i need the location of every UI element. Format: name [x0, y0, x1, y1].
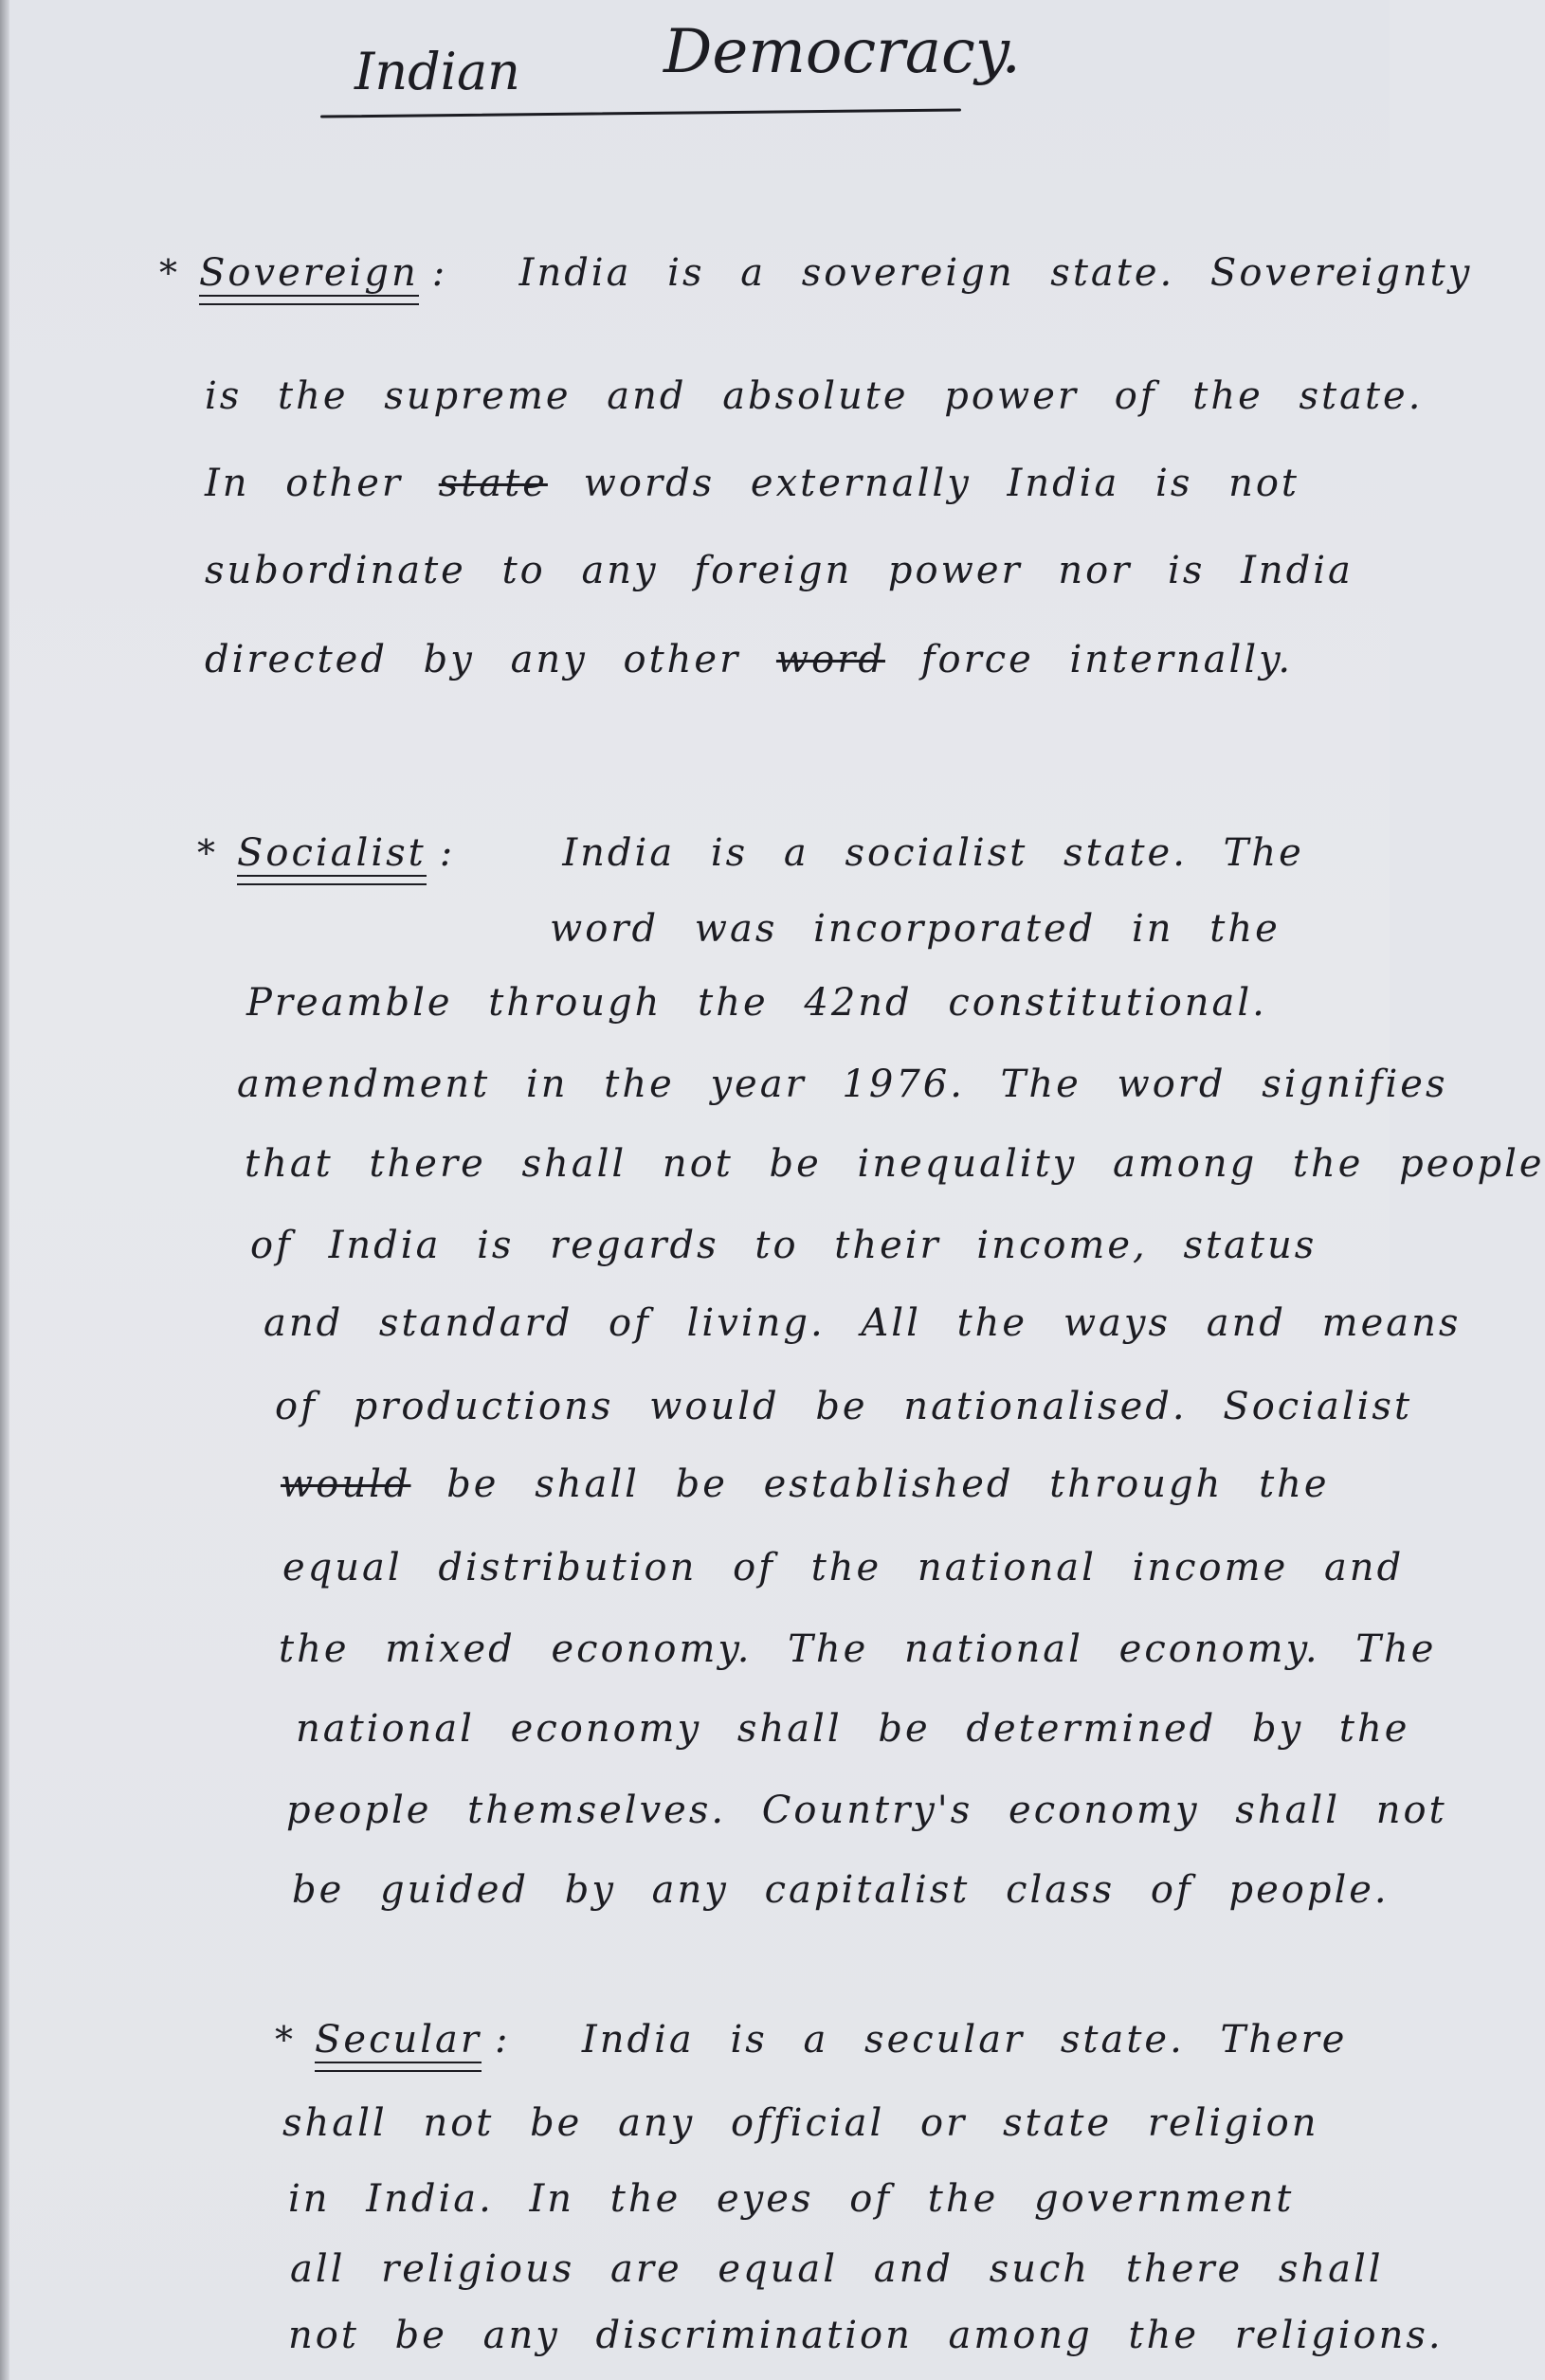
- section-sovereign-line-4: subordinate to any foreign power nor is India: [205, 549, 1354, 592]
- section-socialist-line-10: equal distribution of the national income and: [282, 1546, 1405, 1590]
- section-socialist-line-6: of India is regards to their income, status: [250, 1224, 1318, 1267]
- section-secular-line-1: * Secular : India is a secular state. There: [275, 2018, 1348, 2062]
- heading-separator: :: [431, 251, 448, 295]
- section-socialist-line-12: national economy shall be determined by the: [296, 1707, 1410, 1751]
- section-socialist-line-13: people themselves. Country's economy shall not: [286, 1789, 1447, 1832]
- title-word-democracy: Democracy.: [663, 17, 1021, 87]
- section-socialist-line-1: * Socialist : India is a socialist state. The: [197, 831, 1304, 875]
- section-sovereign-heading: Sovereign: [199, 251, 419, 295]
- section-secular-line-4: all religious are equal and such there shall: [290, 2247, 1384, 2291]
- struck-word: word: [775, 638, 885, 681]
- title-underline: [320, 108, 961, 118]
- heading-separator: :: [495, 2018, 511, 2062]
- struck-word: would: [281, 1463, 411, 1506]
- section-socialist-line-11: the mixed economy. The national economy. The: [279, 1627, 1437, 1671]
- heading-separator: :: [439, 831, 456, 875]
- section-socialist-line-2: word was incorporated in the: [550, 907, 1281, 951]
- title-word-indian: Indian: [354, 42, 520, 101]
- section-socialist-line-14: be guided by any capitalist class of people.: [292, 1868, 1390, 1912]
- page-edge-shadow: [0, 0, 9, 2380]
- section-socialist-line-8: of productions would be nationalised. Socialist: [275, 1385, 1413, 1428]
- section-socialist-line-7: and standard of living. All the ways and means: [264, 1301, 1462, 1345]
- section-secular-line-5: not be any discrimination among the religions.: [288, 2314, 1444, 2357]
- section-sovereign-line-2: is the supreme and absolute power of the state.: [205, 374, 1424, 418]
- section-socialist-line-3: Preamble through the 42nd constitutional.: [246, 981, 1267, 1025]
- section-sovereign-line-3: In other state words externally India is not: [205, 462, 1300, 505]
- section-secular-line-3: in India. In the eyes of the government: [288, 2177, 1295, 2221]
- section-socialist-line-5: that there shall not be inequality among the people: [245, 1142, 1545, 1186]
- section-socialist-line-9: would be shall be established through the: [281, 1463, 1330, 1506]
- section-socialist-line-4: amendment in the year 1976. The word signifies: [237, 1063, 1448, 1106]
- struck-word: state: [438, 462, 548, 505]
- section-secular-heading: Secular: [315, 2018, 482, 2062]
- section-secular-line-2: shall not be any official or state religion: [282, 2101, 1319, 2145]
- section-sovereign-line-1: * Sovereign : India is a sovereign state. Sovereignty: [159, 251, 1473, 295]
- section-socialist-heading: Socialist: [237, 831, 427, 875]
- section-sovereign-line-5: directed by any other word force internally.: [205, 638, 1294, 681]
